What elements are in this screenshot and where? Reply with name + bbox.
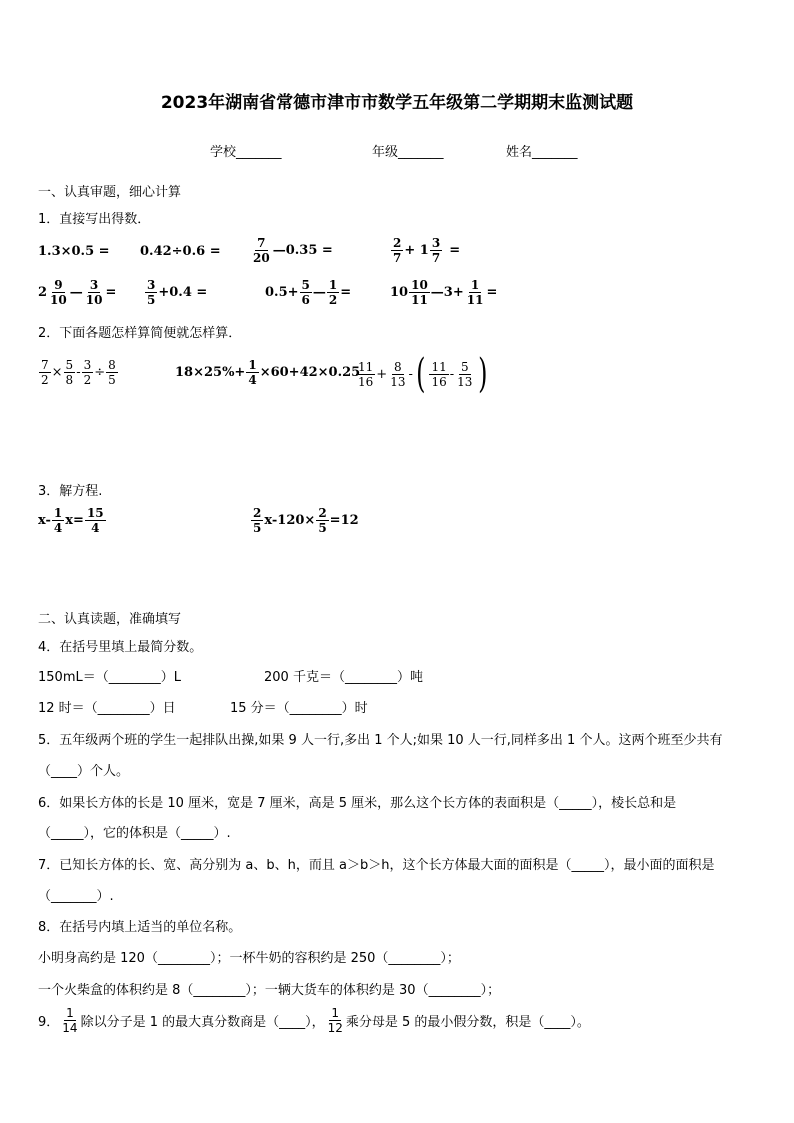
expression-2: 18×25%+ $\frac{1}{4}$ ×60+42×0.25: [175, 358, 361, 387]
question-8b: 一个火柴盒的体积约是 8（________）；一辆大货车的体积约是 30（________）；: [38, 983, 501, 998]
question-2: 2．下面各题怎样算简便就怎样算．: [38, 326, 242, 341]
section-2-heading: 二、认真读题，准确填写: [38, 612, 182, 627]
calc-1a: 1.3×0.5 =: [38, 244, 110, 259]
question-9: 9． $\frac{1}{14}$ 除以分子是 1 的最大真分数商是（____）， $\frac{1}{12}$ 乘分母是 5 的最小假分数，积是（____）。: [38, 1006, 590, 1035]
question-7-line-1: 7．已知长方体的长、宽、高分别为 a、b、h，而且 a＞b＞h，这个长方体最大面的面积是（_____），最小面的面积是: [38, 858, 715, 873]
calc-1b: 0.42÷0.6 =: [140, 244, 221, 259]
question-7-line-2: （_______）.: [38, 889, 114, 904]
calc-2b: $\frac{3}{5}$ +0.4 =: [147, 278, 208, 307]
question-5-line-1: 5．五年级两个班的学生一起排队出操,如果 9 人一行,多出 1 个人;如果 10 人一行,同样多出 1 个人。这两个班至少共有: [38, 733, 723, 748]
question-8a: 小明身高约是 120（________）；一杯牛奶的容积约是 250（________）；: [38, 951, 460, 966]
question-4c: 12 时＝（________）日: [38, 701, 176, 716]
question-5-line-2: （____）个人。: [38, 764, 130, 779]
equation-1: x- $\frac{1}{4}$ x= $\frac{15}{4}$: [38, 506, 104, 535]
page-title: 2023年湖南省常德市津市市数学五年级第二学期期末监测试题: [160, 93, 634, 113]
equation-2: $\frac{2}{5}$ x-120× $\frac{2}{5}$ =12: [253, 506, 359, 535]
question-6-line-2: （_____），它的体积是（_____）.: [38, 826, 231, 841]
calc-2d: 10 $\frac{10}{11}$ —3+ $\frac{1}{11}$ =: [390, 278, 498, 307]
question-4b: 200 千克＝（________）吨: [264, 670, 423, 685]
calc-1c: $\frac{7}{20}$ —0.35 =: [253, 236, 333, 265]
question-8: 8．在括号内填上适当的单位名称。: [38, 920, 242, 935]
expression-1: $\frac{7}{2}$ × $\frac{5}{8}$ - $\frac{3}{2}$ ÷ $\frac{8}{5}$: [41, 358, 116, 387]
question-4a: 150mL＝（________）L: [38, 670, 181, 685]
calc-2a: 2 $\frac{9}{10}$ — $\frac{3}{10}$ =: [38, 278, 117, 307]
section-1-heading: 一、认真审题，细心计算: [38, 185, 182, 200]
question-4d: 15 分＝（________）时: [230, 701, 368, 716]
name-field: 姓名_______: [506, 145, 578, 160]
school-field: 学校_______: [210, 145, 282, 160]
calc-1d: $\frac{2}{7}$ + 1 $\frac{3}{7}$ =: [393, 236, 461, 265]
calc-2c: 0.5+ $\frac{5}{6}$ — $\frac{1}{2}$ =: [265, 278, 352, 307]
question-1: 1．直接写出得数．: [38, 212, 151, 227]
question-3: 3．解方程.: [38, 484, 103, 499]
question-6-line-1: 6．如果长方体的长是 10 厘米，宽是 7 厘米，高是 5 厘米，那么这个长方体的表面积是（_____），棱长总和是: [38, 796, 677, 811]
grade-field: 年级_______: [372, 145, 444, 160]
question-4: 4．在括号里填上最简分数。: [38, 640, 203, 655]
expression-3: $\frac{11}{16}$ + $\frac{8}{13}$ - ( $\frac{11}{16}$ - $\frac{5}{13}$ ): [358, 351, 488, 397]
